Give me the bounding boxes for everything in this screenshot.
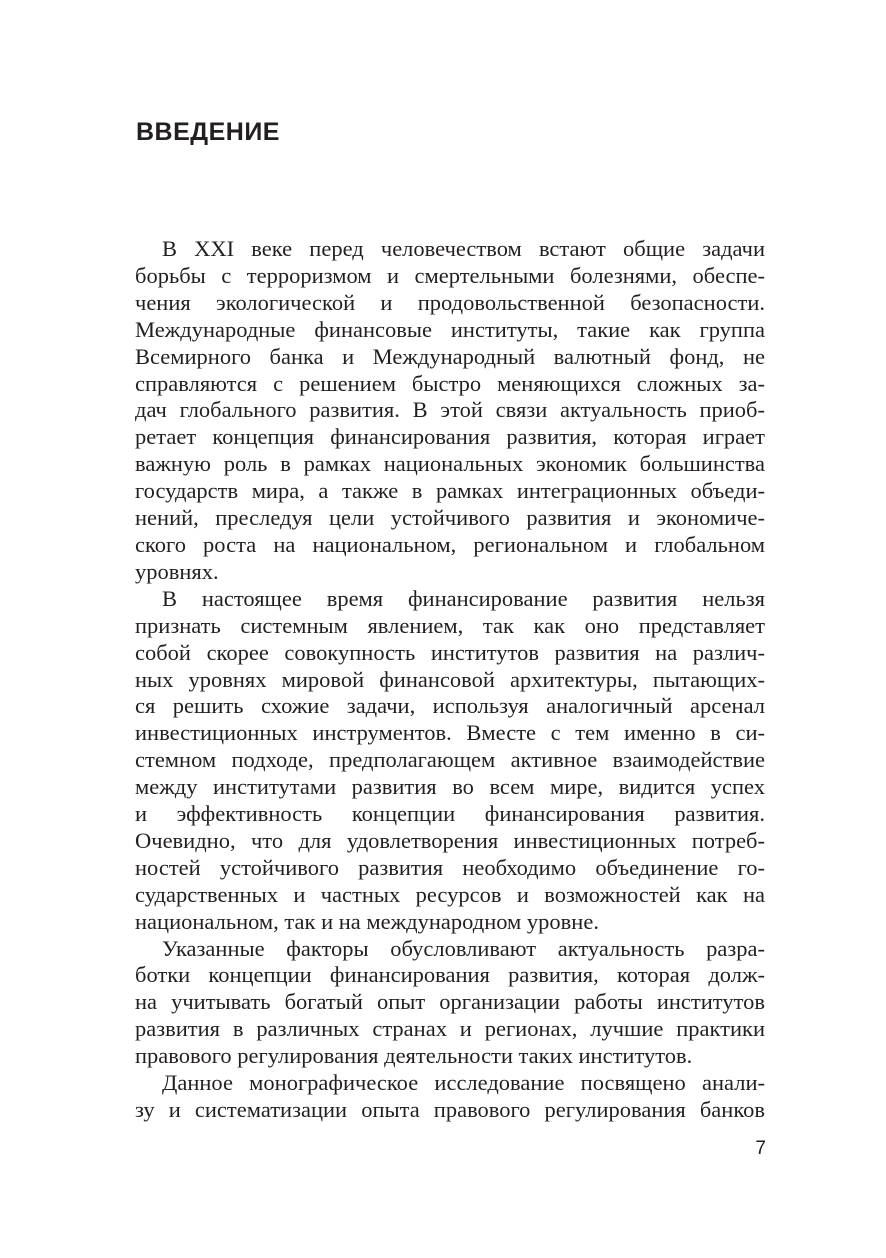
text-line: сударственных и частных ресурсов и возможностей как на [135,881,765,907]
text-line: правового регулирования деятельности таких институтов. [135,1043,693,1069]
chapter-heading: ВВЕДЕНИЕ [136,118,280,146]
text-line: Международные финансовые институты, такие как группа [135,316,765,342]
paragraph [135,236,765,586]
text-line: дач глобального развития. В этой связи актуальность приоб- [135,397,765,423]
text-line: и эффективность концепции финансирования развития. [135,801,765,827]
text-line: государств мира, а также в рамках интеграционных объеди- [135,478,765,504]
text-line: справляются с решением быстро меняющихся сложных за- [135,370,765,396]
text-line: ностей устойчивого развития необходимо объединение го- [135,854,765,880]
text-line: признать системным явлением, так как оно представляет [135,612,765,638]
text-line: инвестиционных инструментов. Вместе с тем именно в си- [135,720,765,746]
text-line: уровнях. [135,558,219,584]
text-line: ретает концепция финансирования развития, которая играет [135,424,765,450]
text-line: чения экологической и продовольственной безопасности. [135,289,765,315]
text-line: стемном подходе, предполагающем активное взаимодействие [135,747,765,773]
paragraph [135,586,765,936]
page-number: 7 [755,1138,766,1159]
text-line: В XXI веке перед человечеством встают общие задачи [162,236,765,261]
text-line: собой скорее совокупность институтов развития на различ- [135,639,765,665]
text-line: ся решить схожие задачи, используя аналогичный арсенал [135,693,765,719]
paragraph [135,1070,765,1124]
text-line: Очевидно, что для удовлетворения инвестиционных потреб- [135,827,765,853]
text-line: на учитывать богатый опыт организации работы институтов [135,989,765,1015]
text-line: между институтами развития во всем мире, видится успех [135,774,765,800]
text-line: зу и систематизации опыта правового регулирования банков [135,1097,765,1122]
text-line: Указанные факторы обусловливают актуальность разра- [162,935,765,961]
text-line: ботки концепции финансирования развития, которая долж- [135,962,765,988]
body-text [135,236,765,1124]
text-line: Данное монографическое исследование посвящено анали- [162,1070,765,1096]
text-line: национальном, так и на международном уровне. [135,908,599,934]
text-line: борьбы с терроризмом и смертельными болезнями, обеспе- [135,262,765,288]
text-line: В настоящее время финансирование развития нельзя [162,585,765,611]
text-line: нений, преследуя цели устойчивого развития и экономиче- [135,505,765,531]
text-line: развития в различных странах и регионах, лучшие практики [135,1016,765,1042]
text-line: важную роль в рамках национальных экономик большинства [135,451,765,477]
text-line: ных уровнях мировой финансовой архитектуры, пытающих- [135,666,765,692]
text-line: ского роста на национальном, региональном и глобальном [135,531,765,557]
text-line: Всемирного банка и Международный валютный фонд, не [135,343,765,369]
paragraph [135,936,765,1071]
